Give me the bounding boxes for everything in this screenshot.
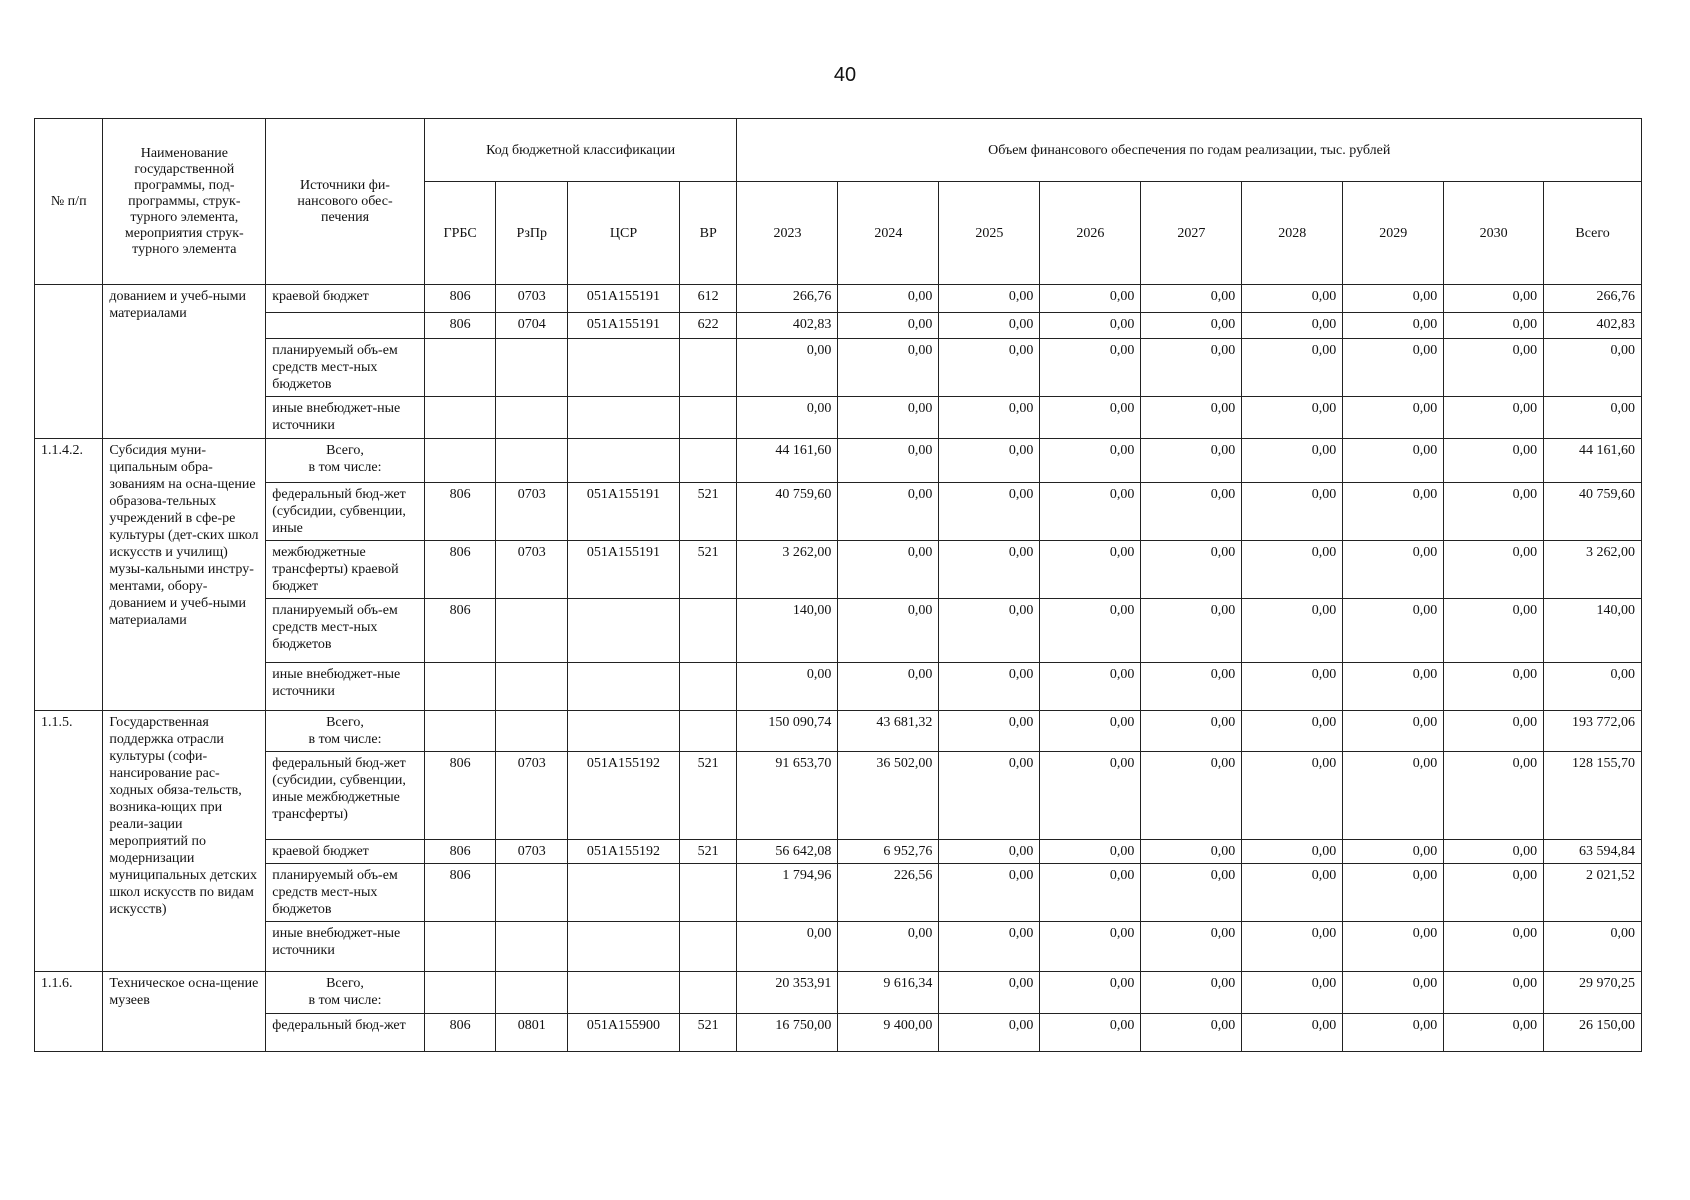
grbs-cell (424, 711, 496, 752)
amount-total-cell: 0,00 (1544, 339, 1642, 397)
item-name-cell: Субсидия муни-ципальным обра-зованиям на осна-щение образова-тельных учреждений в сфе-ре культуры (дет-ских школ искусств и училищ) музы-кальными инстру-ментами, обору-дованием и учеб-ными материалами (103, 439, 266, 711)
amount-2028-cell: 0,00 (1242, 752, 1343, 840)
header-csr: ЦСР (568, 182, 680, 285)
amount-2024-cell: 0,00 (838, 541, 939, 599)
amount-2026-cell: 0,00 (1040, 752, 1141, 840)
header-name-line: мероприятия струк- (124, 225, 244, 241)
grbs-cell: 806 (424, 1014, 496, 1052)
header-grbs: ГРБС (424, 182, 496, 285)
amount-2026-cell: 0,00 (1040, 313, 1141, 339)
grbs-cell: 806 (424, 285, 496, 313)
amount-2024-cell: 6 952,76 (838, 840, 939, 864)
amount-2026-cell: 0,00 (1040, 599, 1141, 663)
table-row (35, 864, 1642, 922)
header-name-line: турного элемента, (130, 209, 239, 225)
csr-cell (568, 439, 680, 483)
amount-2027-cell: 0,00 (1141, 752, 1242, 840)
rzpr-cell: 0703 (496, 285, 568, 313)
amount-total-cell: 26 150,00 (1544, 1014, 1642, 1052)
csr-cell: 051A155191 (568, 285, 680, 313)
amount-2023-cell: 0,00 (737, 339, 838, 397)
csr-cell (568, 599, 680, 663)
amount-2025-cell: 0,00 (939, 599, 1040, 663)
funding-source-cell (266, 439, 425, 483)
vr-cell (679, 439, 737, 483)
amount-2025-cell: 0,00 (939, 972, 1040, 1014)
amount-2030-cell: 0,00 (1444, 840, 1544, 864)
amount-2027-cell: 0,00 (1141, 339, 1242, 397)
amount-2025-cell: 0,00 (939, 397, 1040, 439)
header-year-2025: 2025 (939, 182, 1040, 285)
amount-total-cell: 140,00 (1544, 599, 1642, 663)
amount-2026-cell: 0,00 (1040, 972, 1141, 1014)
amount-2027-cell: 0,00 (1141, 864, 1242, 922)
amount-2027-cell: 0,00 (1141, 397, 1242, 439)
header-total: Всего (1544, 182, 1642, 285)
rzpr-cell: 0704 (496, 313, 568, 339)
header-year-2030: 2030 (1444, 182, 1544, 285)
vr-cell: 521 (679, 752, 737, 840)
header-year-2024: 2024 (838, 182, 939, 285)
grbs-cell (424, 339, 496, 397)
amount-2025-cell: 0,00 (939, 663, 1040, 711)
amount-2030-cell: 0,00 (1444, 864, 1544, 922)
grbs-cell (424, 439, 496, 483)
amount-2023-cell: 0,00 (737, 397, 838, 439)
header-program-name (103, 119, 266, 285)
csr-cell (568, 663, 680, 711)
csr-cell: 051A155192 (568, 752, 680, 840)
amount-2027-cell: 0,00 (1141, 313, 1242, 339)
amount-2030-cell: 0,00 (1444, 339, 1544, 397)
rzpr-cell: 0703 (496, 541, 568, 599)
amount-2030-cell: 0,00 (1444, 711, 1544, 752)
rzpr-cell (496, 439, 568, 483)
amount-2023-cell: 140,00 (737, 599, 838, 663)
table-row (35, 397, 1642, 439)
table-row (35, 752, 1642, 840)
amount-2025-cell: 0,00 (939, 1014, 1040, 1052)
csr-cell: 051A155192 (568, 840, 680, 864)
amount-2029-cell: 0,00 (1343, 285, 1444, 313)
amount-2026-cell: 0,00 (1040, 483, 1141, 541)
amount-2029-cell: 0,00 (1343, 972, 1444, 1014)
csr-cell (568, 397, 680, 439)
amount-total-cell: 63 594,84 (1544, 840, 1642, 864)
amount-2023-cell: 402,83 (737, 313, 838, 339)
amount-total-cell: 402,83 (1544, 313, 1642, 339)
amount-2027-cell: 0,00 (1141, 285, 1242, 313)
amount-2024-cell: 0,00 (838, 439, 939, 483)
amount-2026-cell: 0,00 (1040, 711, 1141, 752)
amount-2025-cell: 0,00 (939, 752, 1040, 840)
header-budget-code-group: Код бюджетной классификации (424, 119, 737, 182)
amount-2029-cell: 0,00 (1343, 483, 1444, 541)
amount-2024-cell: 226,56 (838, 864, 939, 922)
header-rzpr: РзПр (496, 182, 568, 285)
amount-2028-cell: 0,00 (1242, 922, 1343, 972)
amount-total-cell: 29 970,25 (1544, 972, 1642, 1014)
header-source-line: нансового обес- (297, 193, 393, 209)
amount-total-cell: 44 161,60 (1544, 439, 1642, 483)
grbs-cell: 806 (424, 864, 496, 922)
table-row (35, 663, 1642, 711)
csr-cell: 051A155191 (568, 313, 680, 339)
funding-source-cell: федеральный бюд-жет (субсидии, субвенции, иные межбюджетные трансферты) (266, 752, 425, 840)
header-name-line: государственной (134, 161, 235, 177)
amount-2025-cell: 0,00 (939, 541, 1040, 599)
amount-2029-cell: 0,00 (1343, 541, 1444, 599)
amount-2030-cell: 0,00 (1444, 541, 1544, 599)
amount-2026-cell: 0,00 (1040, 840, 1141, 864)
table-row (35, 1014, 1642, 1052)
amount-2026-cell: 0,00 (1040, 439, 1141, 483)
header-funding-volume-group: Объем финансового обеспечения по годам реализации, тыс. рублей (737, 119, 1642, 182)
amount-2028-cell: 0,00 (1242, 972, 1343, 1014)
rzpr-cell (496, 599, 568, 663)
funding-source-cell: планируемый объ-ем средств мест-ных бюджетов (266, 864, 425, 922)
total-label-line: в том числе: (308, 732, 382, 747)
item-number-cell: 1.1.6. (35, 972, 103, 1052)
amount-2027-cell: 0,00 (1141, 483, 1242, 541)
funding-source-cell: краевой бюджет (266, 840, 425, 864)
amount-2029-cell: 0,00 (1343, 1014, 1444, 1052)
csr-cell: 051A155191 (568, 483, 680, 541)
vr-cell: 521 (679, 1014, 737, 1052)
header-row-groups (35, 119, 1642, 182)
header-year-2029: 2029 (1343, 182, 1444, 285)
funding-source-cell: краевой бюджет (266, 285, 425, 313)
funding-source-cell (266, 313, 425, 339)
amount-2028-cell: 0,00 (1242, 339, 1343, 397)
amount-2028-cell: 0,00 (1242, 285, 1343, 313)
grbs-cell (424, 397, 496, 439)
amount-2024-cell: 0,00 (838, 313, 939, 339)
amount-2024-cell: 0,00 (838, 663, 939, 711)
table-row (35, 313, 1642, 339)
csr-cell: 051A155900 (568, 1014, 680, 1052)
amount-2025-cell: 0,00 (939, 840, 1040, 864)
amount-2028-cell: 0,00 (1242, 313, 1343, 339)
grbs-cell (424, 922, 496, 972)
amount-2023-cell: 0,00 (737, 922, 838, 972)
amount-2026-cell: 0,00 (1040, 922, 1141, 972)
amount-2023-cell: 1 794,96 (737, 864, 838, 922)
amount-2023-cell: 40 759,60 (737, 483, 838, 541)
amount-2029-cell: 0,00 (1343, 711, 1444, 752)
grbs-cell (424, 663, 496, 711)
header-num: № п/п (35, 119, 103, 285)
amount-2025-cell: 0,00 (939, 922, 1040, 972)
amount-2024-cell: 0,00 (838, 285, 939, 313)
amount-total-cell: 0,00 (1544, 663, 1642, 711)
total-label-line: в том числе: (308, 460, 382, 475)
csr-cell (568, 711, 680, 752)
table-row (35, 483, 1642, 541)
amount-2025-cell: 0,00 (939, 864, 1040, 922)
total-label-line: Всего, (326, 443, 364, 458)
vr-cell (679, 397, 737, 439)
amount-2025-cell: 0,00 (939, 439, 1040, 483)
amount-2030-cell: 0,00 (1444, 599, 1544, 663)
amount-total-cell: 0,00 (1544, 922, 1642, 972)
amount-2030-cell: 0,00 (1444, 752, 1544, 840)
grbs-cell: 806 (424, 840, 496, 864)
amount-2027-cell: 0,00 (1141, 711, 1242, 752)
amount-2024-cell: 0,00 (838, 339, 939, 397)
amount-2023-cell: 3 262,00 (737, 541, 838, 599)
amount-2026-cell: 0,00 (1040, 285, 1141, 313)
amount-2029-cell: 0,00 (1343, 339, 1444, 397)
funding-source-cell (266, 711, 425, 752)
header-funding-source (266, 119, 425, 285)
amount-2023-cell: 0,00 (737, 663, 838, 711)
amount-2025-cell: 0,00 (939, 483, 1040, 541)
amount-total-cell: 2 021,52 (1544, 864, 1642, 922)
amount-2029-cell: 0,00 (1343, 439, 1444, 483)
amount-2027-cell: 0,00 (1141, 663, 1242, 711)
csr-cell (568, 922, 680, 972)
item-name-cell: Государственная поддержка отрасли культуры (софи-нансирование рас-ходных обяза-тельств, возника-ющих при реали-зации мероприятий по модернизации муниципальных детских школ искусств по видам искусств) (103, 711, 266, 972)
table-row (35, 972, 1642, 1014)
table-row (35, 339, 1642, 397)
header-name-line: турного элемента (132, 241, 237, 257)
vr-cell (679, 922, 737, 972)
amount-2028-cell: 0,00 (1242, 397, 1343, 439)
item-number-cell: 1.1.4.2. (35, 439, 103, 711)
table-row (35, 840, 1642, 864)
table-row (35, 599, 1642, 663)
amount-2030-cell: 0,00 (1444, 922, 1544, 972)
csr-cell (568, 972, 680, 1014)
funding-source-cell (266, 972, 425, 1014)
amount-2028-cell: 0,00 (1242, 439, 1343, 483)
amount-2026-cell: 0,00 (1040, 339, 1141, 397)
amount-2028-cell: 0,00 (1242, 663, 1343, 711)
amount-2027-cell: 0,00 (1141, 972, 1242, 1014)
vr-cell (679, 339, 737, 397)
funding-source-cell: иные внебюджет-ные источники (266, 397, 425, 439)
amount-2030-cell: 0,00 (1444, 483, 1544, 541)
amount-2026-cell: 0,00 (1040, 663, 1141, 711)
amount-2028-cell: 0,00 (1242, 1014, 1343, 1052)
amount-2023-cell: 16 750,00 (737, 1014, 838, 1052)
amount-2028-cell: 0,00 (1242, 599, 1343, 663)
amount-2028-cell: 0,00 (1242, 483, 1343, 541)
amount-total-cell: 266,76 (1544, 285, 1642, 313)
amount-2027-cell: 0,00 (1141, 599, 1242, 663)
amount-2029-cell: 0,00 (1343, 840, 1444, 864)
rzpr-cell: 0703 (496, 752, 568, 840)
header-name-line: программы, струк- (128, 193, 241, 209)
table-row (35, 541, 1642, 599)
amount-2024-cell: 0,00 (838, 397, 939, 439)
amount-2026-cell: 0,00 (1040, 1014, 1141, 1052)
amount-2029-cell: 0,00 (1343, 752, 1444, 840)
amount-2027-cell: 0,00 (1141, 541, 1242, 599)
header-year-2027: 2027 (1141, 182, 1242, 285)
amount-2023-cell: 266,76 (737, 285, 838, 313)
amount-2029-cell: 0,00 (1343, 922, 1444, 972)
grbs-cell: 806 (424, 541, 496, 599)
amount-2030-cell: 0,00 (1444, 1014, 1544, 1052)
funding-source-cell: иные внебюджет-ные источники (266, 663, 425, 711)
header-year-2026: 2026 (1040, 182, 1141, 285)
item-name-cell: дованием и учеб-ными материалами (103, 285, 266, 439)
amount-2029-cell: 0,00 (1343, 864, 1444, 922)
amount-2028-cell: 0,00 (1242, 541, 1343, 599)
amount-2025-cell: 0,00 (939, 285, 1040, 313)
grbs-cell: 806 (424, 483, 496, 541)
amount-total-cell: 40 759,60 (1544, 483, 1642, 541)
amount-2029-cell: 0,00 (1343, 599, 1444, 663)
total-label-line: в том числе: (308, 993, 382, 1008)
vr-cell: 622 (679, 313, 737, 339)
vr-cell (679, 663, 737, 711)
amount-2030-cell: 0,00 (1444, 663, 1544, 711)
amount-total-cell: 0,00 (1544, 397, 1642, 439)
amount-2024-cell: 43 681,32 (838, 711, 939, 752)
item-number-cell: 1.1.5. (35, 711, 103, 972)
amount-2024-cell: 9 400,00 (838, 1014, 939, 1052)
vr-cell (679, 599, 737, 663)
rzpr-cell (496, 922, 568, 972)
amount-2025-cell: 0,00 (939, 313, 1040, 339)
amount-total-cell: 193 772,06 (1544, 711, 1642, 752)
page-number: 40 (833, 64, 857, 86)
vr-cell (679, 864, 737, 922)
amount-2027-cell: 0,00 (1141, 922, 1242, 972)
header-year-2023: 2023 (737, 182, 838, 285)
table-row (35, 711, 1642, 752)
funding-source-cell: иные внебюджет-ные источники (266, 922, 425, 972)
amount-2024-cell: 0,00 (838, 599, 939, 663)
rzpr-cell (496, 711, 568, 752)
rzpr-cell (496, 339, 568, 397)
amount-2023-cell: 56 642,08 (737, 840, 838, 864)
csr-cell (568, 339, 680, 397)
rzpr-cell (496, 864, 568, 922)
amount-2029-cell: 0,00 (1343, 397, 1444, 439)
funding-source-cell: планируемый объ-ем средств мест-ных бюджетов (266, 599, 425, 663)
amount-2024-cell: 0,00 (838, 483, 939, 541)
amount-2030-cell: 0,00 (1444, 285, 1544, 313)
total-label-line: Всего, (326, 976, 364, 991)
rzpr-cell (496, 397, 568, 439)
amount-2027-cell: 0,00 (1141, 1014, 1242, 1052)
grbs-cell: 806 (424, 599, 496, 663)
table-row (35, 285, 1642, 313)
amount-2030-cell: 0,00 (1444, 313, 1544, 339)
header-source-line: печения (320, 209, 370, 225)
rzpr-cell (496, 972, 568, 1014)
header-name-line: Наименование (140, 145, 228, 161)
amount-total-cell: 128 155,70 (1544, 752, 1642, 840)
amount-2024-cell: 36 502,00 (838, 752, 939, 840)
grbs-cell (424, 972, 496, 1014)
amount-2028-cell: 0,00 (1242, 711, 1343, 752)
rzpr-cell: 0703 (496, 840, 568, 864)
csr-cell: 051A155191 (568, 541, 680, 599)
csr-cell (568, 864, 680, 922)
funding-source-cell: федеральный бюд-жет (266, 1014, 425, 1052)
vr-cell: 521 (679, 483, 737, 541)
amount-2028-cell: 0,00 (1242, 864, 1343, 922)
amount-2023-cell: 150 090,74 (737, 711, 838, 752)
amount-2023-cell: 20 353,91 (737, 972, 838, 1014)
header-source-line: Источники фи- (300, 177, 390, 193)
amount-2030-cell: 0,00 (1444, 972, 1544, 1014)
header-vr: ВР (679, 182, 737, 285)
amount-2027-cell: 0,00 (1141, 840, 1242, 864)
vr-cell: 612 (679, 285, 737, 313)
amount-2025-cell: 0,00 (939, 711, 1040, 752)
rzpr-cell: 0703 (496, 483, 568, 541)
header-name-line: программы, под- (134, 177, 235, 193)
budget-table (34, 118, 1642, 1052)
table-row (35, 922, 1642, 972)
vr-cell: 521 (679, 840, 737, 864)
amount-2023-cell: 44 161,60 (737, 439, 838, 483)
rzpr-cell: 0801 (496, 1014, 568, 1052)
amount-2023-cell: 91 653,70 (737, 752, 838, 840)
amount-2026-cell: 0,00 (1040, 541, 1141, 599)
amount-2026-cell: 0,00 (1040, 864, 1141, 922)
amount-2029-cell: 0,00 (1343, 663, 1444, 711)
amount-2029-cell: 0,00 (1343, 313, 1444, 339)
amount-2030-cell: 0,00 (1444, 397, 1544, 439)
amount-2025-cell: 0,00 (939, 339, 1040, 397)
header-year-2028: 2028 (1242, 182, 1343, 285)
funding-source-cell: федеральный бюд-жет (субсидии, субвенции, иные (266, 483, 425, 541)
table-row (35, 439, 1642, 483)
amount-total-cell: 3 262,00 (1544, 541, 1642, 599)
total-label-line: Всего, (326, 715, 364, 730)
amount-2024-cell: 0,00 (838, 922, 939, 972)
grbs-cell: 806 (424, 752, 496, 840)
amount-2026-cell: 0,00 (1040, 397, 1141, 439)
item-number-cell (35, 285, 103, 439)
amount-2024-cell: 9 616,34 (838, 972, 939, 1014)
vr-cell (679, 972, 737, 1014)
funding-source-cell: межбюджетные трансферты) краевой бюджет (266, 541, 425, 599)
funding-source-cell: планируемый объ-ем средств мест-ных бюджетов (266, 339, 425, 397)
grbs-cell: 806 (424, 313, 496, 339)
table-body (35, 285, 1642, 1052)
vr-cell (679, 711, 737, 752)
amount-2027-cell: 0,00 (1141, 439, 1242, 483)
rzpr-cell (496, 663, 568, 711)
item-name-cell: Техническое осна-щение музеев (103, 972, 266, 1052)
amount-2028-cell: 0,00 (1242, 840, 1343, 864)
amount-2030-cell: 0,00 (1444, 439, 1544, 483)
vr-cell: 521 (679, 541, 737, 599)
